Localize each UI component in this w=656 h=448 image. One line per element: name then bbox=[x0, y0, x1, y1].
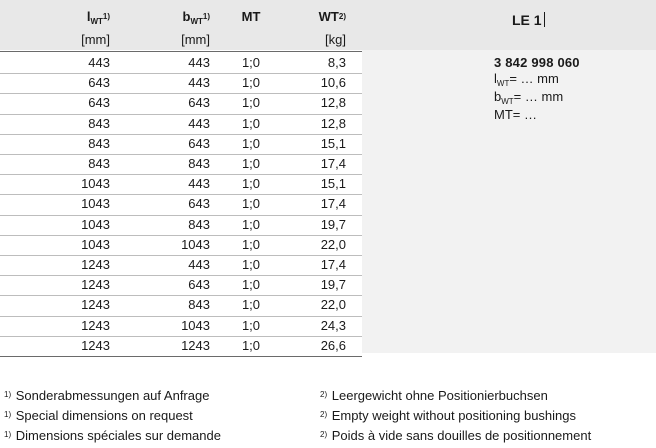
row-divider bbox=[0, 174, 362, 175]
cell-mt: 1;0 bbox=[241, 156, 261, 171]
header-length: $l_{WT}^{1)}$ bbox=[86, 9, 110, 26]
cell-width: 443 bbox=[188, 115, 210, 131]
cell-width: 843 bbox=[188, 156, 210, 171]
cell-mt: 1;0 bbox=[241, 277, 261, 293]
row-divider bbox=[0, 93, 362, 94]
cell-length: 1043 bbox=[81, 196, 110, 212]
cell-width: 643 bbox=[188, 277, 210, 293]
footnote-text: Sonderabmessungen auf Anfrage bbox=[15, 388, 210, 403]
cell-length: 843 bbox=[88, 135, 110, 151]
cell-length: 643 bbox=[88, 75, 110, 91]
cell-weight: 26,6 bbox=[320, 337, 346, 353]
cell-mt: 1;0 bbox=[241, 55, 261, 70]
header-weight: WT$^{2)}$ bbox=[318, 9, 346, 24]
order-number: 3 842 998 060 bbox=[494, 55, 580, 70]
cell-weight: 22,0 bbox=[320, 297, 346, 313]
cell-weight: 17,4 bbox=[320, 196, 346, 212]
row-divider bbox=[0, 356, 362, 357]
cell-mt: 1;0 bbox=[241, 317, 261, 333]
footnote-item bbox=[320, 406, 576, 428]
row-divider bbox=[0, 194, 362, 195]
cell-mt: 1;0 bbox=[241, 337, 261, 353]
cell-width: 643 bbox=[188, 196, 210, 212]
row-divider bbox=[0, 154, 362, 155]
header-rule bbox=[0, 51, 362, 52]
cell-width: 1043 bbox=[181, 317, 210, 333]
cell-length: 1243 bbox=[81, 337, 110, 353]
cell-weight: 19,7 bbox=[320, 216, 346, 232]
footnote-item bbox=[320, 386, 548, 408]
row-divider bbox=[0, 73, 362, 74]
row-divider bbox=[0, 295, 362, 296]
footnote-mark: 1) bbox=[4, 390, 12, 399]
cell-length: 443 bbox=[88, 55, 110, 70]
cell-length: 1243 bbox=[81, 297, 110, 313]
cell-mt: 1;0 bbox=[241, 216, 261, 232]
order-column-title: LE 1 bbox=[512, 12, 545, 28]
cell-length: 1243 bbox=[81, 317, 110, 333]
cell-length: 1243 bbox=[81, 277, 110, 293]
cell-weight: 22,0 bbox=[320, 236, 346, 252]
cell-weight: 10,6 bbox=[320, 75, 346, 91]
unit-width: [mm] bbox=[181, 32, 210, 47]
cell-weight: 12,8 bbox=[320, 95, 346, 111]
cell-weight: 17,4 bbox=[320, 156, 346, 171]
cell-mt: 1;0 bbox=[241, 297, 261, 313]
cell-length: 843 bbox=[88, 115, 110, 131]
unit-length: [mm] bbox=[81, 32, 110, 47]
cell-mt: 1;0 bbox=[241, 115, 261, 131]
cell-width: 443 bbox=[188, 257, 210, 272]
cell-width: 443 bbox=[188, 55, 210, 70]
footnote-item bbox=[4, 426, 221, 448]
cell-mt: 1;0 bbox=[241, 135, 261, 151]
order-width-line: $b_{WT}=$ … mm bbox=[494, 89, 564, 106]
cell-width: 1243 bbox=[181, 337, 210, 353]
cell-length: 643 bbox=[88, 95, 110, 111]
cell-length: 1043 bbox=[81, 236, 110, 252]
cell-mt: 1;0 bbox=[241, 236, 261, 252]
footnote-mark: 2) bbox=[320, 390, 328, 399]
cell-width: 643 bbox=[188, 95, 210, 111]
footnote-mark: 1) bbox=[4, 430, 12, 439]
header-mt: MT bbox=[241, 9, 261, 24]
cell-mt: 1;0 bbox=[241, 257, 261, 272]
cell-width: 443 bbox=[188, 176, 210, 192]
cell-mt: 1;0 bbox=[241, 95, 261, 111]
cell-width: 843 bbox=[188, 216, 210, 232]
cell-width: 443 bbox=[188, 75, 210, 91]
cell-weight: 12,8 bbox=[320, 115, 346, 131]
row-divider bbox=[0, 255, 362, 256]
footnote-mark: 2) bbox=[320, 430, 328, 439]
footnote-text: Poids à vide sans douilles de positionnement bbox=[331, 428, 592, 443]
footnote-text: Dimensions spéciales sur demande bbox=[15, 428, 221, 443]
footnote-item bbox=[4, 386, 209, 408]
cell-length: 1043 bbox=[81, 216, 110, 232]
cell-length: 1243 bbox=[81, 257, 110, 272]
header-width: $b_{WT}^{1)}$ bbox=[182, 9, 210, 26]
cell-weight: 15,1 bbox=[320, 176, 346, 192]
footnote-text: Empty weight without positioning bushings bbox=[331, 408, 577, 423]
footnote-item bbox=[4, 406, 193, 428]
cell-width: 843 bbox=[188, 297, 210, 313]
cell-length: 843 bbox=[88, 156, 110, 171]
cell-weight: 24,3 bbox=[320, 317, 346, 333]
cell-mt: 1;0 bbox=[241, 196, 261, 212]
cell-mt: 1;0 bbox=[241, 176, 261, 192]
cell-width: 1043 bbox=[181, 236, 210, 252]
cell-weight: 17,4 bbox=[320, 257, 346, 272]
order-length-line: $l_{WT}=$ … mm bbox=[494, 71, 559, 88]
footnote-item bbox=[320, 426, 591, 448]
cell-width: 643 bbox=[188, 135, 210, 151]
cell-length: 1043 bbox=[81, 176, 110, 192]
row-divider bbox=[0, 275, 362, 276]
footnote-mark: 2) bbox=[320, 410, 328, 419]
unit-weight: [kg] bbox=[325, 32, 346, 47]
cell-mt: 1;0 bbox=[241, 75, 261, 91]
footnote-text: Special dimensions on request bbox=[15, 408, 193, 423]
text-cursor bbox=[544, 12, 545, 27]
footnote-mark: 1) bbox=[4, 410, 12, 419]
cell-weight: 19,7 bbox=[320, 277, 346, 293]
footnote-text: Leergewicht ohne Positionierbuchsen bbox=[331, 388, 548, 403]
order-mt-line: MT= … bbox=[494, 107, 537, 122]
cell-weight: 8,3 bbox=[327, 55, 346, 70]
cell-weight: 15,1 bbox=[320, 135, 346, 151]
order-info bbox=[494, 55, 580, 123]
